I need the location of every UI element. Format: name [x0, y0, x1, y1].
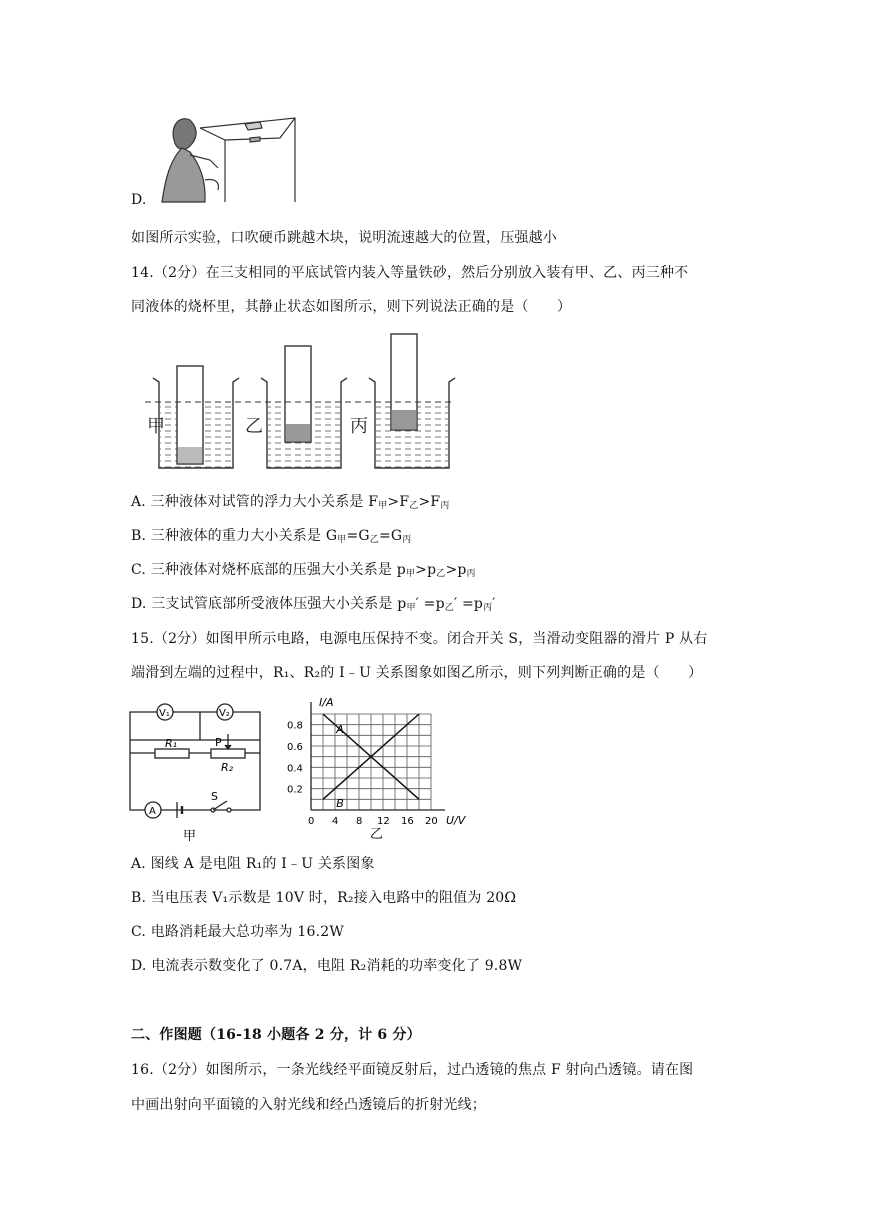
q15-option-b: B. 当电压表 V₁示数是 10V 时，R₂接入电路中的阻值为 20Ω	[131, 890, 517, 906]
q15-option-d: D. 电流表示数变化了 0.7A，电阻 R₂消耗的功率变化了 9.8W	[131, 958, 523, 974]
q14-option-b: B. 三种液体的重力大小关系是 G甲=G乙=G丙	[131, 528, 412, 545]
section-heading: 二、作图题（16-18 小题各 2 分，计 6 分）	[131, 1027, 421, 1043]
y-tick-label: 0.2	[287, 784, 303, 796]
q14-option-d: D. 三支试管底部所受液体压强大小关系是 p甲′ =p乙′ =p丙′	[131, 596, 496, 613]
q15-option-c: C. 电路消耗最大总功率为 16.2W	[131, 924, 344, 940]
resistor-r1-label: R₁	[165, 737, 178, 750]
circuit-caption: 甲	[183, 829, 197, 844]
switch-s-label: S	[211, 790, 218, 803]
y-tick-label: 0.8	[287, 720, 303, 732]
x-tick-label: 16	[401, 816, 414, 827]
y-axis-label: I/A	[319, 696, 334, 709]
slider-p-label: P	[215, 736, 222, 749]
x-tick-label: 0	[308, 816, 315, 827]
q16-line1: 16.（2分）如图所示，一条光线经平面镜反射后，过凸透镜的焦点 F 射向凸透镜。请在图	[131, 1062, 694, 1078]
voltmeter-v2: V₂	[219, 708, 230, 719]
coin-blowing-figure	[160, 110, 300, 205]
y-tick-label: 0.6	[287, 742, 303, 753]
graph-caption: 乙	[370, 827, 384, 842]
q15-stem-line2: 端滑到左端的过程中，R₁、R₂的 I﹣U 关系图象如图乙所示，则下列判断正确的是（ ）	[131, 665, 703, 681]
q16-line2: 中画出射向平面镜的入射光线和经凸透镜后的折射光线；	[131, 1097, 486, 1113]
iu-graph	[283, 692, 468, 842]
beakers-figure	[145, 332, 465, 472]
x-tick-label: 20	[425, 816, 438, 827]
option-d-label: D.	[131, 192, 147, 208]
q15-stem-line1: 15.（2分）如图甲所示电路，电源电压保持不变。闭合开关 S，当滑动变阻器的滑片 P 从右	[131, 631, 708, 647]
label-jia: 甲	[147, 416, 165, 437]
q15-option-a: A. 图线 A 是电阻 R₁的 I﹣U 关系图象	[131, 856, 375, 872]
voltmeter-v1: V₁	[159, 708, 170, 719]
series-label-a: A	[336, 723, 344, 737]
q14-stem-line2: 同液体的烧杯里，其静止状态如图所示，则下列说法正确的是（ ）	[131, 299, 572, 315]
label-yi: 乙	[245, 416, 263, 437]
q13-option-d-text: 如图所示实验，口吹硬币跳越木块，说明流速越大的位置，压强越小	[131, 230, 557, 246]
series-label-b: B	[336, 796, 344, 810]
q14-option-a: A. 三种液体对试管的浮力大小关系是 F甲>F乙>F丙	[131, 494, 450, 511]
x-tick-label: 4	[332, 816, 339, 827]
label-bing: 丙	[350, 416, 368, 437]
circuit-diagram	[125, 700, 270, 848]
x-axis-label: U/V	[446, 814, 466, 827]
ammeter-a: A	[149, 806, 156, 817]
y-tick-label: 0.4	[287, 763, 303, 775]
x-tick-label: 12	[377, 816, 390, 827]
q14-stem-line1: 14.（2分）在三支相同的平底试管内装入等量铁砂，然后分别放入装有甲、乙、丙三种不	[131, 265, 689, 281]
resistor-r2-label: R₂	[221, 761, 234, 774]
q14-option-c: C. 三种液体对烧杯底部的压强大小关系是 p甲>p乙>p丙	[131, 562, 476, 579]
x-tick-label: 8	[356, 816, 363, 827]
